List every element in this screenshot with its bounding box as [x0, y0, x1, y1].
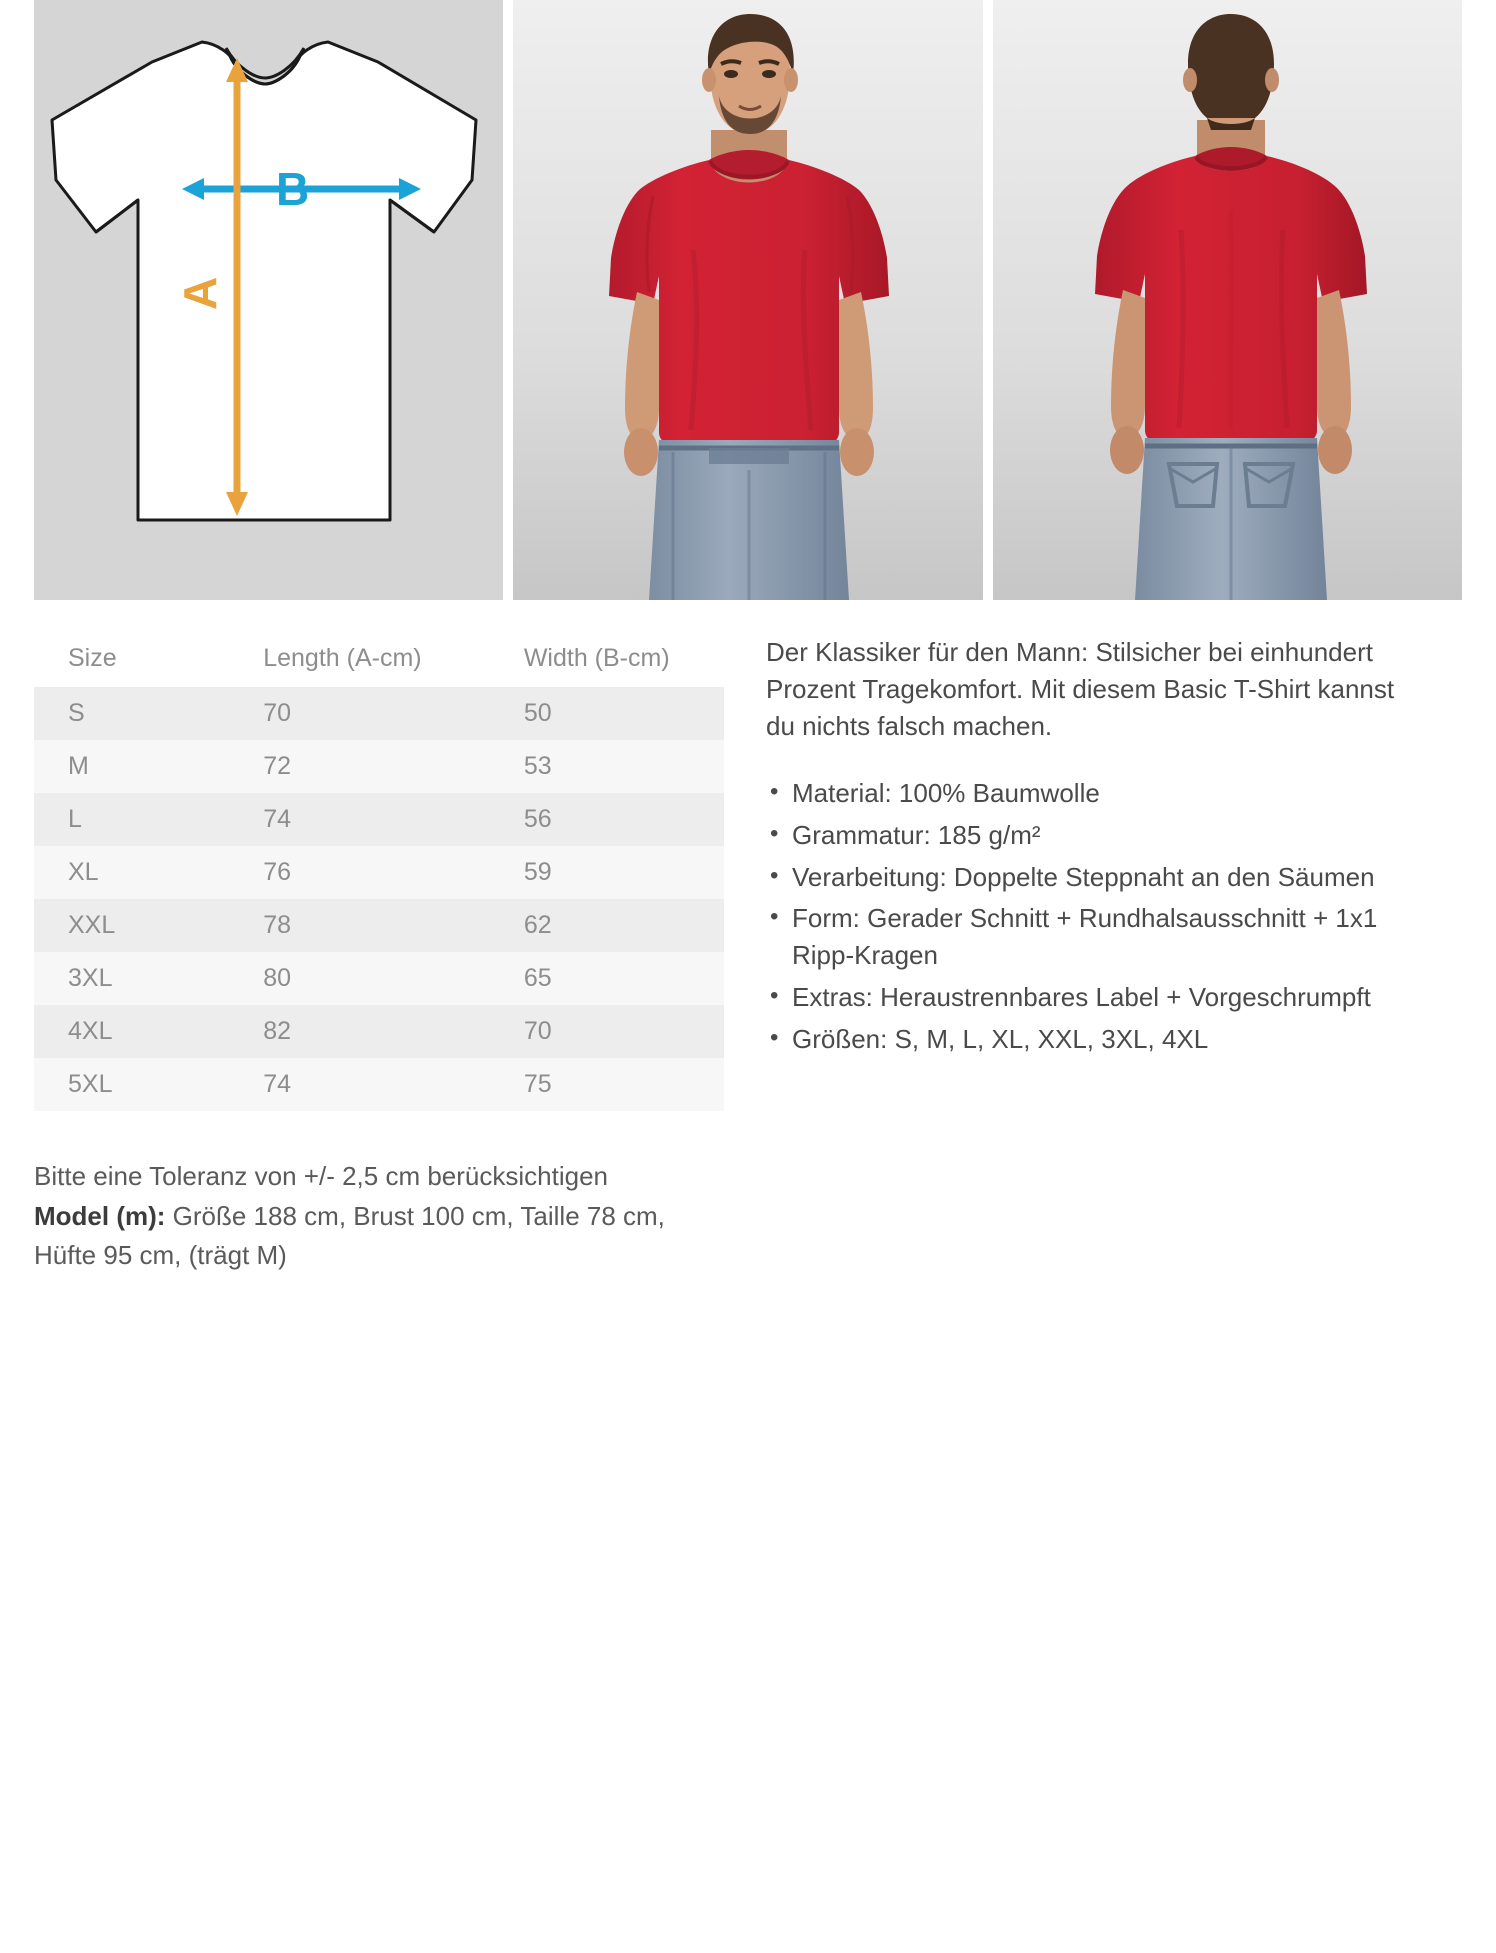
- cell-length: 80: [263, 964, 292, 992]
- model-front-photo: [513, 0, 982, 600]
- list-item: • Verarbeitung: Doppelte Steppnaht an den Säumen: [766, 859, 1426, 896]
- model-measurements: Größe 188 cm, Brust 100 cm, Taille 78 cm, Hüfte 95 cm, (trägt M): [34, 1200, 665, 1271]
- cell-length: 72: [263, 752, 292, 780]
- cell-size: 4XL: [68, 1017, 113, 1045]
- column-header-length: Length (A-cm): [263, 644, 422, 672]
- cell-size: XXL: [68, 911, 116, 939]
- label-b: B: [276, 163, 310, 215]
- cell-length: 82: [263, 1017, 292, 1045]
- cell-size: 5XL: [68, 1070, 113, 1098]
- table-row: [34, 1058, 724, 1111]
- table-row: [34, 1005, 724, 1058]
- list-item: • Extras: Heraustrennbares Label + Vorgeschrumpft: [766, 979, 1426, 1016]
- description-feature-list: [766, 775, 1426, 1058]
- table-row: [34, 687, 724, 740]
- list-item: • Form: Gerader Schnitt + Rundhalsausschnitt + 1x1 Ripp-Kragen: [766, 900, 1426, 974]
- table-row: [34, 899, 724, 952]
- model-label: Model (m):: [34, 1200, 166, 1231]
- model-back-photo: [993, 0, 1462, 600]
- tshirt-outline-icon: [34, 0, 503, 600]
- column-header-width: Width (B-cm): [523, 644, 670, 672]
- product-description-column: [766, 630, 1426, 1276]
- cell-width: 70: [523, 1017, 552, 1045]
- size-chart-table: [34, 630, 724, 1111]
- description-intro: Der Klassiker für den Mann: Stilsicher bei einhundert Prozent Tragekomfort. Mit diesem Basic T-Shirt kannst du nichts falsch machen.: [766, 637, 1395, 741]
- table-row: [34, 952, 724, 1005]
- list-item: • Größen: S, M, L, XL, XXL, 3XL, 4XL: [766, 1021, 1426, 1058]
- cell-width: 59: [523, 858, 552, 886]
- cell-size: S: [68, 699, 85, 727]
- list-item: • Grammatur: 185 g/m²: [766, 817, 1426, 854]
- measurement-note: [34, 1157, 724, 1276]
- list-item: • Material: 100% Baumwolle: [766, 775, 1426, 812]
- cell-length: 76: [263, 858, 292, 886]
- table-row: [34, 846, 724, 899]
- cell-width: 65: [523, 964, 552, 992]
- cell-length: 74: [263, 805, 292, 833]
- model-back-illustration: [993, 0, 1462, 600]
- cell-width: 56: [523, 805, 552, 833]
- table-row: [34, 793, 724, 846]
- cell-length: 70: [263, 699, 292, 727]
- product-image-strip: [0, 0, 1496, 600]
- cell-width: 75: [523, 1070, 552, 1098]
- cell-size: L: [68, 805, 82, 833]
- cell-length: 74: [263, 1070, 292, 1098]
- cell-size: M: [68, 752, 89, 780]
- cell-width: 53: [523, 752, 552, 780]
- tolerance-text: Bitte eine Toleranz von +/- 2,5 cm berücksichtigen: [34, 1161, 608, 1191]
- cell-size: XL: [68, 858, 99, 886]
- cell-width: 62: [523, 911, 552, 939]
- table-header-row: [34, 630, 724, 687]
- cell-length: 78: [263, 911, 292, 939]
- table-row: [34, 740, 724, 793]
- measurement-diagram: [34, 0, 503, 600]
- cell-size: 3XL: [68, 964, 113, 992]
- size-chart-column: [34, 630, 724, 1276]
- column-header-size: Size: [68, 644, 117, 672]
- label-a: A: [174, 276, 226, 310]
- cell-width: 50: [523, 699, 552, 727]
- model-info: [34, 1197, 724, 1276]
- model-front-illustration: [513, 0, 982, 600]
